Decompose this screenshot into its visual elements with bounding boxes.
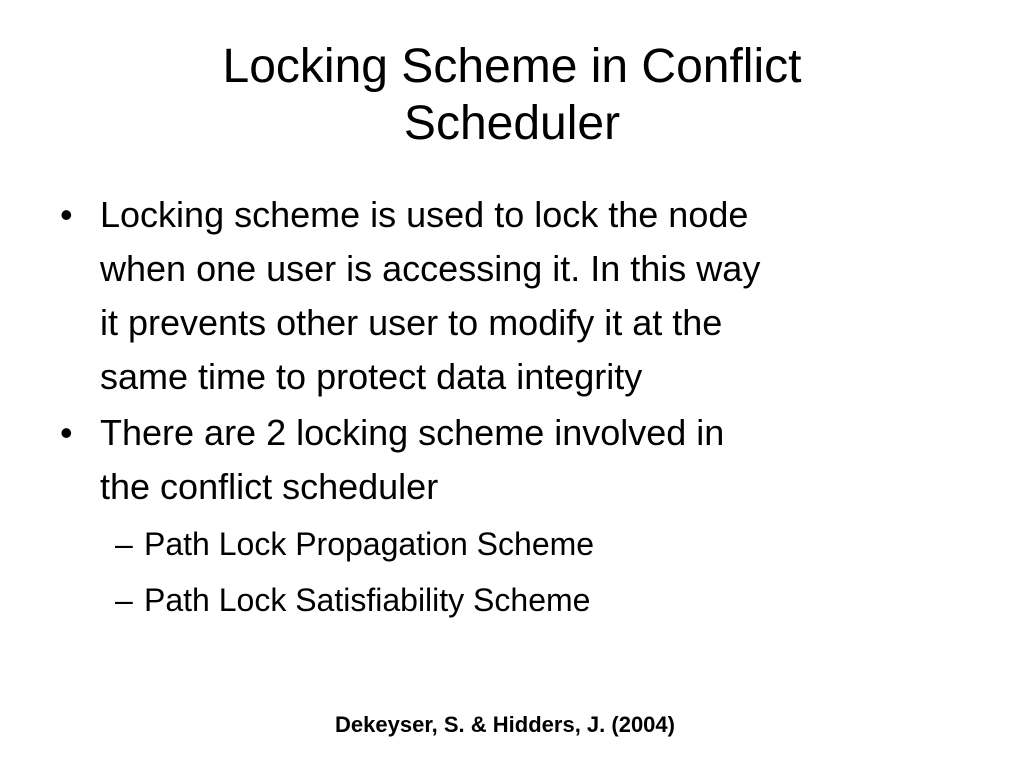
bullet-line: Locking scheme is used to lock the node [100,194,749,235]
bullet-marker: • [60,412,73,453]
bullet-item [60,188,960,404]
bullet-item [60,406,960,514]
sub-bullet-marker: – [115,582,133,618]
bullet-text [100,188,960,404]
sub-bullet-text: Path Lock Propagation Scheme [144,526,595,562]
slide-title [0,38,1024,152]
sub-bullet-text: Path Lock Satisfiability Scheme [144,582,591,618]
bullet-line: There are 2 locking scheme involved in [100,412,725,453]
sub-bullet-marker: – [115,526,133,562]
bullet-line: it prevents other user to modify it at the [100,302,723,343]
bullet-line: same time to protect data integrity [100,356,643,397]
sub-bullet-item [60,516,960,572]
slide-title-line-1: Locking Scheme in Conflict [222,40,802,93]
sub-bullet-item [60,572,960,628]
slide-title-line-2: Scheduler [403,97,621,150]
bullet-marker: • [60,194,73,235]
bullet-line: when one user is accessing it. In this way [100,248,761,289]
slide-body [60,188,960,628]
bullet-line: the conflict scheduler [100,466,439,507]
citation: Dekeyser, S. & Hidders, J. (2004) [335,712,675,737]
bullet-text [100,406,960,514]
